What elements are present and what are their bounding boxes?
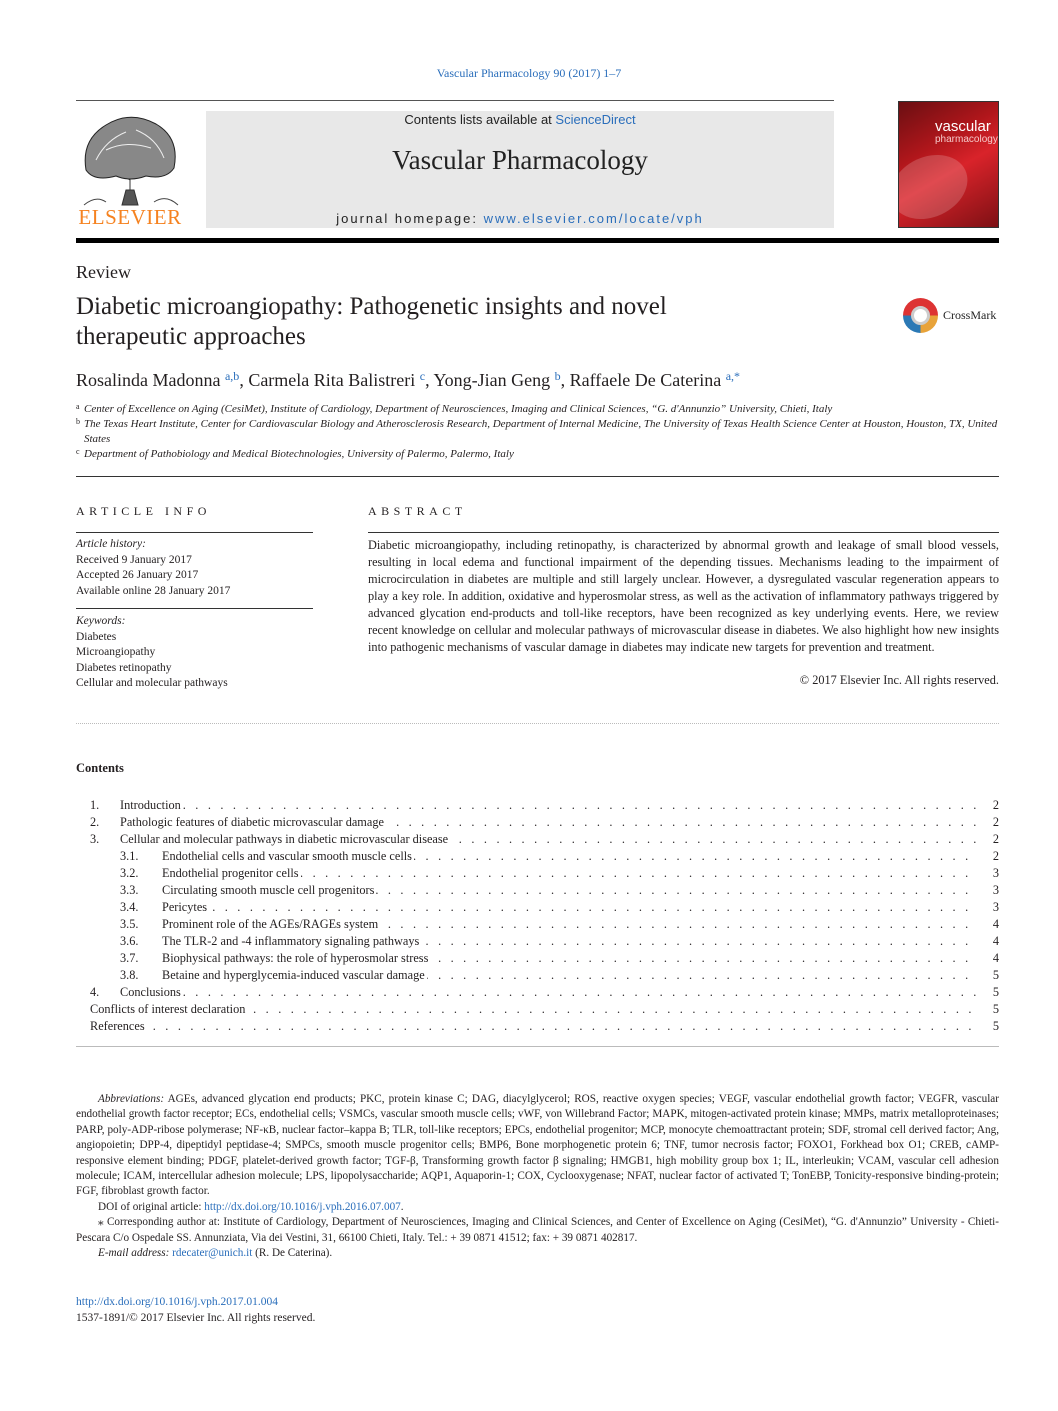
author-list <box>76 369 740 391</box>
affiliation-mark: c <box>76 447 80 456</box>
affiliation-text: Department of Pathobiology and Medical Biotechnologies, University of Palermo, Palermo, Italy <box>84 448 514 460</box>
toc-entry-number: 3.6. <box>120 934 139 948</box>
toc-entry-page: 5 <box>992 985 999 999</box>
toc-entry[interactable] <box>76 950 999 967</box>
elsevier-wordmark: ELSEVIER <box>78 205 182 229</box>
toc-entry-number: 3.1. <box>120 849 139 863</box>
article-info-rule <box>76 532 313 533</box>
abbreviations-label: Abbreviations: <box>98 1093 165 1105</box>
homepage-prefix: journal homepage: <box>336 211 484 226</box>
toc-entry[interactable] <box>76 899 999 916</box>
author-name[interactable]: Yong-Jian Geng <box>433 370 551 390</box>
toc-entry-page: 3 <box>992 900 999 914</box>
article-title: Diabetic microangiopathy: Pathogenetic insights and novel therapeutic approaches <box>76 293 667 350</box>
toc-entry-title[interactable] <box>162 950 977 967</box>
toc-entry-page: 2 <box>992 815 999 829</box>
toc-entry-number: 3.8. <box>120 968 139 982</box>
toc-entry-title[interactable] <box>120 797 977 814</box>
footnotes <box>76 1092 999 1261</box>
abstract-rule <box>368 532 999 533</box>
toc-entry[interactable] <box>76 831 999 848</box>
keyword: Diabetes <box>76 630 117 643</box>
journal-header-box <box>206 111 834 228</box>
author-separator: , <box>560 370 570 390</box>
email-suffix: (R. De Caterina). <box>252 1247 333 1260</box>
toc-entry-page: 2 <box>992 832 999 846</box>
corresponding-author-footnote <box>76 1215 999 1246</box>
journal-cover-image[interactable] <box>898 101 999 228</box>
header-thick-rule <box>76 238 999 243</box>
toc-entry-title[interactable] <box>162 916 977 933</box>
toc-entry[interactable] <box>76 882 999 899</box>
author-name[interactable]: Carmela Rita Balistreri <box>248 370 416 390</box>
toc-entry-number: 1. <box>90 798 100 812</box>
contents-heading: Contents <box>76 761 124 775</box>
corresponding-text: Corresponding author at: Institute of Cardiology, Department of Neurosciences, Imaging and Clinical Sciences, and Center of Excellence on Aging (CesiMet), “G. d'Annunzio” University - Chieti-Pescara C/o Ospedale SS. Annunziata, Via dei Vestini, 31, 66100 Chieti, Italy. Tel.: + 39 0871 41512; fax: + 39 0871 402817. <box>76 1216 999 1244</box>
abstract-text: Diabetic microangiopathy, including retinopathy, is characterized by abnormal growth and leakage of small blood vessels, resulting in local edema and functional impairment of the depending tissues. Mechanisms leading to the impairment of microcirculation in diabetes are multiple and still largely unclear. However, a dysregulated vascular regeneration appears to play a key role. In addition, oxidative and hyperosmolar stress, as well as the activation of inflammatory pathways triggered by advanced glycation end-products and toll-like receptors, have been recognized as key underlying events. Here, we review recent knowledge on cellular and molecular pathways of microvascular disease in diabetes. We also highlight how new insights into pathogenic mechanisms of vascular damage in diabetes may indicate new targets for prevention and treatment. <box>368 538 999 654</box>
toc-entry[interactable] <box>76 967 999 984</box>
toc-entry-title-text: Conclusions <box>120 985 181 999</box>
toc-entry-title-text: References <box>90 1019 145 1033</box>
toc-entry-title-text: Betaine and hyperglycemia-induced vascular damage <box>162 968 425 982</box>
email-label: E-mail address: <box>98 1247 170 1260</box>
author-affiliation-mark[interactable]: b <box>554 369 561 383</box>
toc-entry-page: 4 <box>992 917 999 931</box>
toc-entry-page: 2 <box>992 798 999 812</box>
author-affiliation-mark[interactable]: a,* <box>725 369 741 383</box>
toc-entry[interactable] <box>76 1001 999 1018</box>
original-doi-footnote <box>76 1200 999 1215</box>
toc-entry-page: 5 <box>992 968 999 982</box>
affiliation-mark: a <box>76 402 80 411</box>
toc-entry-number: 3.5. <box>120 917 139 931</box>
article-doi-link[interactable]: http://dx.doi.org/10.1016/j.vph.2017.01.004 <box>76 1296 279 1308</box>
abbreviations-footnote <box>76 1092 999 1200</box>
toc-entry[interactable] <box>76 1018 999 1035</box>
toc-entry[interactable] <box>76 933 999 950</box>
author-separator: , <box>239 370 249 390</box>
history-online: Available online 28 January 2017 <box>76 584 231 597</box>
toc-entry-title-text: Endothelial cells and vascular smooth muscle cells <box>162 849 412 863</box>
cover-subtitle: pharmacology <box>935 134 998 145</box>
history-accepted: Accepted 26 January 2017 <box>76 569 199 581</box>
toc-entry-number: 3. <box>90 832 100 846</box>
author-separator: , <box>425 370 434 390</box>
keyword: Diabetes retinopathy <box>76 661 172 674</box>
toc-entry-title-text: Pericytes <box>162 900 208 914</box>
author-name[interactable]: Raffaele De Caterina <box>569 370 722 390</box>
original-doi-link[interactable]: http://dx.doi.org/10.1016/j.vph.2016.07.007 <box>204 1200 401 1213</box>
toc-entry-title[interactable] <box>120 984 977 1001</box>
toc-entry-title[interactable] <box>90 1001 977 1018</box>
article-history <box>76 537 230 599</box>
toc-entry-title-text: Circulating smooth muscle cell progenitors <box>162 883 375 897</box>
affiliation-item <box>76 402 999 417</box>
toc-entry[interactable] <box>76 916 999 933</box>
toc-entry-title[interactable] <box>162 933 977 950</box>
toc-entry-number: 3.2. <box>120 866 139 880</box>
toc-entry-title[interactable] <box>120 831 977 848</box>
author-affiliation-mark[interactable]: a,b <box>224 369 240 383</box>
author-name[interactable]: Rosalinda Madonna <box>76 370 221 390</box>
issn-copyright: 1537-1891/© 2017 Elsevier Inc. All rights reserved. <box>76 1312 316 1324</box>
toc-entry-title[interactable] <box>162 899 977 916</box>
toc-entry-page: 5 <box>992 1019 999 1033</box>
crossmark-icon <box>903 298 938 333</box>
toc-entry[interactable] <box>76 865 999 882</box>
keywords-label: Keywords: <box>76 615 126 627</box>
affiliation-text: The Texas Heart Institute, Center for Cardiovascular Biology and Atherosclerosis Research, Department of Internal Medicine, The University of Texas Health Science Center at Houston, Houston, TX, United States <box>84 418 998 445</box>
toc-entry-title[interactable] <box>90 1018 977 1035</box>
author-affiliation-mark[interactable]: c <box>419 369 426 383</box>
section-divider <box>76 723 999 724</box>
keyword: Microangiopathy <box>76 646 156 658</box>
abstract-copyright: © 2017 Elsevier Inc. All rights reserved. <box>799 673 999 687</box>
toc-entry[interactable] <box>76 984 999 1001</box>
crossmark-label: CrossMark <box>943 308 997 322</box>
journal-citation[interactable]: Vascular Pharmacology 90 (2017) 1–7 <box>436 66 622 80</box>
toc-entry-title-text: Biophysical pathways: the role of hyperosmolar stress <box>162 951 429 965</box>
toc-entry-title-text: Pathologic features of diabetic microvascular damage <box>120 815 384 829</box>
elsevier-tree-icon <box>76 110 184 208</box>
email-footnote <box>76 1246 999 1261</box>
toc-entry-title[interactable] <box>120 814 977 831</box>
abstract-heading: ABSTRACT <box>368 504 467 518</box>
contents-rule <box>76 1046 999 1047</box>
original-doi-end: . <box>400 1200 404 1213</box>
elsevier-logo[interactable] <box>76 110 184 230</box>
affiliation-rule <box>76 476 999 477</box>
toc-entry-page: 4 <box>992 934 999 948</box>
toc-entry-title[interactable] <box>162 967 977 984</box>
history-received: Received 9 January 2017 <box>76 553 192 566</box>
journal-name: Vascular Pharmacology <box>392 145 648 175</box>
toc-entry-number: 3.3. <box>120 883 139 897</box>
toc-entry-number: 3.7. <box>120 951 139 965</box>
header-rule <box>76 100 834 101</box>
affiliations <box>76 402 999 462</box>
article-info-rule <box>76 608 313 609</box>
toc-entry-page: 2 <box>992 849 999 863</box>
cover-graphic <box>898 143 978 228</box>
article-info-heading: ARTICLE INFO <box>76 504 211 518</box>
toc-entry-title-text: Conflicts of interest declaration <box>90 1002 246 1016</box>
affiliation-item <box>76 417 999 447</box>
toc-entry-page: 3 <box>992 866 999 880</box>
toc-entry-title[interactable] <box>162 865 977 882</box>
toc-entry-title-text: Cellular and molecular pathways in diabetic microvascular disease <box>120 832 449 846</box>
toc-entry[interactable] <box>76 848 999 865</box>
abbreviations-text: AGEs, advanced glycation end products; PKC, protein kinase C; DAG, diacylglycerol; ROS, reactive oxygen species; VEGF, vascular endothelial growth factor; VEGFR, vascular endothelial growth factor receptor; ECs, endothelial cells; VSMCs, vascular smooth muscle cells; vWF, von Willebrand Factor; MAPK, mitogen-activated protein kinase; MMPs, matrix metalloproteinases; PARP, poly-ADP-ribose polymerase; NF-κB, nuclear factor–kappa B; TLR, toll-like receptors; EPCs, endothelial progenitor; MCP, monocyte chemoattractant protein; SDF, stromal cell derived factor; Ang, angiopoietin; DPP-4, dipeptidyl peptidase-4; SMPCs, smooth muscle progenitor cells; BMP6, Bone morphogenetic protein 6; TNF, tumor necrosis factor; FOXO1, Forkhead box O1; CREB, cAMP-responsive element binding; PDGF, platelet-derived growth factor; TGF-β, Transforming growth factor β signaling; HMGB1, high mobility group box 1; IL, interleukin; VCAM, vascular cell adhesion molecule; ICAM, intercellular adhesion molecule; LPS, lipopolysaccharide; AQP1, Aquaporin-1; COX, Cyclooxygenase; NFAT, nuclear factor of activated T; TonEBP, Tonicity-responsive binding-protein; FGF, fibroblast growth factor. <box>76 1093 999 1198</box>
toc-entry-page: 3 <box>992 883 999 897</box>
toc-entry-page: 5 <box>992 1002 999 1016</box>
affiliation-mark: b <box>76 417 80 426</box>
toc-entry-title[interactable] <box>162 882 977 899</box>
table-of-contents <box>76 797 999 1035</box>
corresponding-mark: ⁎ <box>98 1216 104 1229</box>
homepage-link[interactable]: www.elsevier.com/locate/vph <box>483 211 704 226</box>
journal-homepage-line <box>206 211 834 226</box>
toc-entry-title[interactable] <box>162 848 977 865</box>
keyword: Cellular and molecular pathways <box>76 677 228 689</box>
toc-entry-number: 4. <box>90 985 100 999</box>
affiliation-text: Center of Excellence on Aging (CesiMet), Institute of Cardiology, Department of Neurosciences, Imaging and Clinical Sciences, “G. d'Annunzio” University, Chieti, Italy <box>84 403 833 415</box>
toc-entry[interactable] <box>76 797 999 814</box>
keywords <box>76 614 228 692</box>
contents-prefix: Contents lists available at <box>404 112 556 127</box>
crossmark-badge[interactable] <box>903 298 1003 334</box>
toc-entry[interactable] <box>76 814 999 831</box>
toc-entry-title-text: Introduction <box>120 798 181 812</box>
email-link[interactable]: rdecater@unich.it <box>172 1247 253 1260</box>
toc-entry-title-text: Endothelial progenitor cells <box>162 866 299 880</box>
toc-entry-number: 3.4. <box>120 900 139 914</box>
contents-available-line <box>206 112 834 127</box>
affiliation-item <box>76 447 999 462</box>
article-type: Review <box>76 262 131 282</box>
original-doi-label: DOI of original article: <box>98 1200 205 1213</box>
toc-entry-page: 4 <box>992 951 999 965</box>
history-label: Article history: <box>76 538 146 550</box>
cover-title: vascular <box>935 118 991 135</box>
sciencedirect-link[interactable]: ScienceDirect <box>555 112 636 127</box>
toc-entry-title-text: Prominent role of the AGEs/RAGEs system <box>162 917 379 931</box>
toc-entry-number: 2. <box>90 815 100 829</box>
toc-entry-title-text: The TLR-2 and -4 inflammatory signaling pathways <box>162 934 420 948</box>
